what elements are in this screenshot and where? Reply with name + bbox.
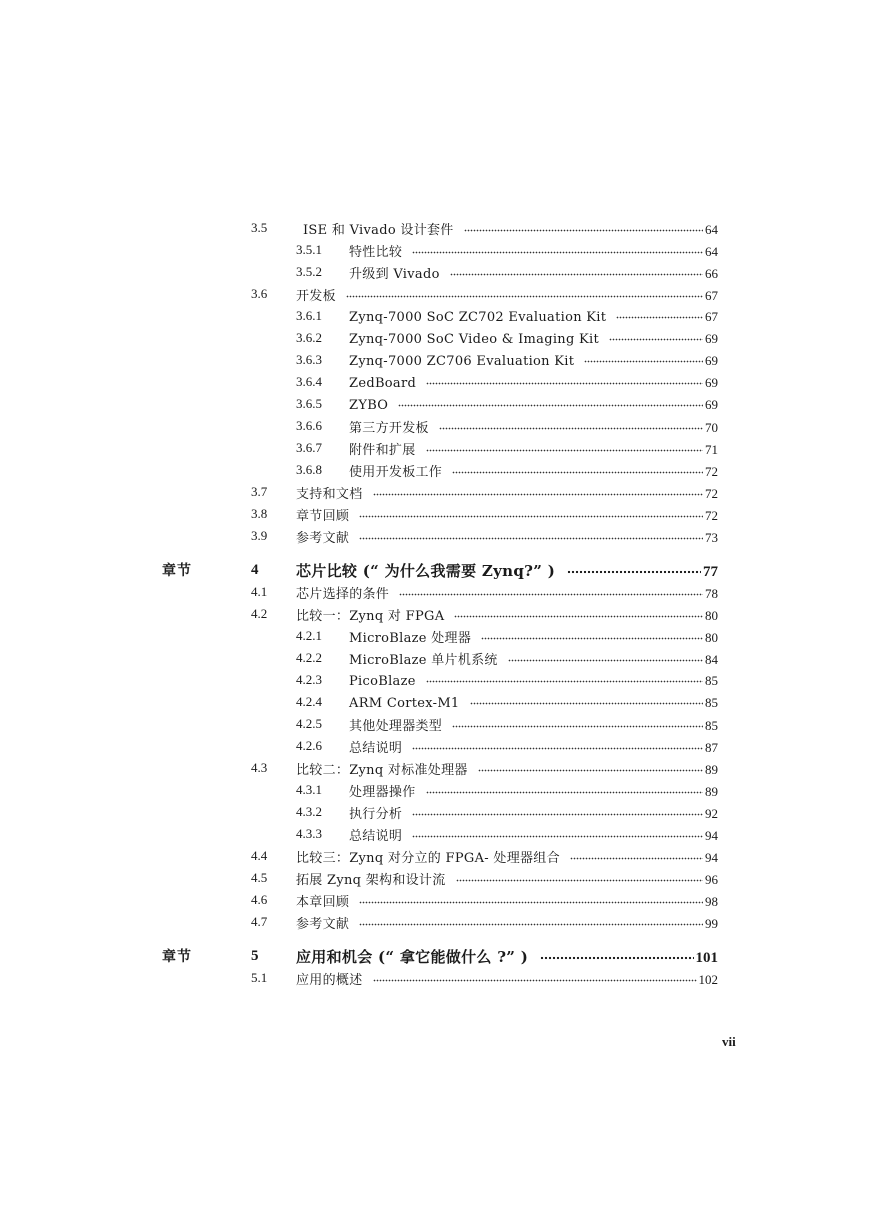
- toc-page-number: 96: [705, 871, 718, 887]
- dot-leader: [359, 914, 703, 928]
- toc-title: Zynq-7000 ZC706 Evaluation Kit: [349, 354, 575, 369]
- toc-page-number: 102: [698, 971, 718, 987]
- toc-page-number: 67: [705, 287, 718, 303]
- toc-chapter-row[interactable]: [0, 559, 869, 581]
- toc-page-number: 101: [695, 949, 718, 966]
- toc-entry: [349, 715, 718, 734]
- dot-leader: [426, 440, 703, 454]
- toc-subsection-row[interactable]: [0, 647, 869, 669]
- toc-title: ARM Cortex-M1: [349, 696, 460, 711]
- toc-title: 芯片比较 (“ 为什么我需要 Zynq?” ): [296, 561, 556, 580]
- toc-entry: [296, 869, 718, 888]
- dot-leader: [426, 671, 703, 685]
- toc-section-row[interactable]: [0, 217, 869, 239]
- toc-subsection-row[interactable]: [0, 735, 869, 757]
- toc-entry: [349, 263, 718, 282]
- toc-title: ZedBoard: [349, 376, 417, 391]
- toc-number: 3.6.7: [296, 440, 322, 455]
- toc-number: 4.3: [251, 760, 268, 775]
- toc-subsection-row[interactable]: [0, 305, 869, 327]
- toc-title: 应用和机会 (“ 拿它能做什么 ?” ): [296, 947, 529, 966]
- toc-section-row[interactable]: [0, 283, 869, 305]
- toc-page-number: 70: [705, 419, 718, 435]
- toc-number: 4.2.4: [296, 694, 322, 709]
- toc-page-number: 69: [705, 397, 718, 412]
- dot-leader: [426, 782, 703, 796]
- toc-title: 特性比较: [349, 244, 403, 260]
- toc-title: 其他处理器类型: [349, 718, 443, 734]
- toc-title: 比较三：Zynq 对分立的 FPGA- 处理器组合: [296, 850, 560, 866]
- toc-entry: [296, 847, 718, 866]
- toc-subsection-row[interactable]: [0, 625, 869, 647]
- dot-leader: [478, 760, 703, 774]
- toc-subsection-row[interactable]: [0, 823, 869, 845]
- toc-number: 4.2.3: [296, 672, 322, 687]
- toc-entry: [296, 560, 718, 581]
- toc-page-number: 98: [705, 893, 718, 909]
- toc-entry: [296, 946, 718, 967]
- toc-title: 比较二：Zynq 对标准处理器: [296, 762, 468, 778]
- toc-section-row[interactable]: [0, 867, 869, 889]
- dot-leader: [470, 693, 703, 707]
- toc-number: 3.9: [251, 528, 268, 543]
- dot-leader: [359, 528, 703, 542]
- toc-page-number: 78: [705, 585, 718, 601]
- toc-entry: [349, 627, 718, 646]
- toc-title: 本章回顾: [296, 894, 350, 910]
- toc-entry: [349, 373, 718, 391]
- toc-title: 第三方开发板: [349, 420, 429, 436]
- toc-number: 3.6.5: [296, 396, 322, 411]
- toc-number: 4.6: [251, 892, 268, 907]
- toc-page-number: 64: [705, 221, 718, 237]
- toc-title: 开发板: [296, 288, 336, 304]
- toc-page-number: 72: [705, 507, 718, 523]
- toc-number: 4.2.5: [296, 716, 322, 731]
- toc-page-number: 85: [705, 673, 718, 688]
- toc-number: 3.6: [251, 286, 268, 301]
- dot-leader: [456, 870, 703, 884]
- chapter-label: 章节: [162, 949, 192, 965]
- toc-page-number: 94: [705, 827, 718, 843]
- toc-entry: [349, 693, 718, 711]
- toc-entry: [349, 329, 718, 347]
- toc-number: 4.2: [251, 606, 268, 621]
- toc-section-row[interactable]: [0, 845, 869, 867]
- toc-entry: [349, 825, 718, 844]
- chapter-label: 章节: [162, 563, 192, 579]
- toc-page-number: 71: [705, 441, 718, 457]
- toc-entry: [303, 219, 718, 238]
- toc-title: Zynq-7000 SoC ZC702 Evaluation Kit: [349, 310, 607, 325]
- toc-page-number: 99: [705, 915, 718, 931]
- toc-entry: [349, 395, 718, 413]
- dot-leader: [567, 560, 701, 576]
- toc-number: 3.6.3: [296, 352, 322, 367]
- toc-title: 处理器操作: [349, 784, 416, 800]
- toc-title: ISE 和 Vivado 设计套件: [303, 222, 454, 238]
- toc-number: 5: [251, 947, 259, 964]
- dot-leader: [452, 716, 703, 730]
- toc-entry: [296, 969, 718, 988]
- dot-leader: [616, 307, 703, 321]
- toc-number: 3.6.1: [296, 308, 322, 323]
- toc-number: 3.6.8: [296, 462, 322, 477]
- toc-number: 4.7: [251, 914, 268, 929]
- toc-entry: [296, 605, 718, 624]
- toc-page-number: 85: [705, 717, 718, 733]
- toc-title: 参考文献: [296, 530, 350, 546]
- toc-page-number: 84: [705, 651, 718, 667]
- toc-entry: [296, 505, 718, 524]
- toc-subsection-row[interactable]: [0, 349, 869, 371]
- dot-leader: [609, 329, 703, 343]
- toc-title: MicroBlaze 处理器: [349, 630, 472, 646]
- toc-section-row[interactable]: [0, 757, 869, 779]
- toc-page-number: 69: [705, 331, 718, 346]
- toc-subsection-row[interactable]: [0, 691, 869, 713]
- toc-number: 4.3.2: [296, 804, 322, 819]
- toc-section-row[interactable]: [0, 581, 869, 603]
- toc-subsection-row[interactable]: [0, 415, 869, 437]
- toc-entry: [349, 461, 718, 480]
- toc-entry: [349, 781, 718, 800]
- toc-section-row[interactable]: [0, 889, 869, 911]
- toc-entry: [349, 649, 718, 668]
- toc-entry: [296, 483, 718, 502]
- toc-subsection-row[interactable]: [0, 669, 869, 691]
- toc-number: 4.3.3: [296, 826, 322, 841]
- toc-subsection-row[interactable]: [0, 713, 869, 735]
- toc-number: 3.6.6: [296, 418, 322, 433]
- toc-page-number: 92: [705, 805, 718, 821]
- toc-page-number: 67: [705, 309, 718, 324]
- toc-chapter-row[interactable]: [0, 945, 869, 967]
- toc-page-number: 80: [705, 607, 718, 623]
- toc-number: 4.1: [251, 584, 268, 599]
- toc-number: 4.5: [251, 870, 268, 885]
- dot-leader: [481, 628, 703, 642]
- toc-title: 参考文献: [296, 916, 350, 932]
- dot-leader: [439, 418, 703, 432]
- toc-number: 4.2.2: [296, 650, 322, 665]
- toc-subsection-row[interactable]: [0, 437, 869, 459]
- toc-title: ZYBO: [349, 398, 389, 413]
- toc-subsection-row[interactable]: [0, 327, 869, 349]
- toc-section-row[interactable]: [0, 911, 869, 933]
- toc-entry: [349, 737, 718, 756]
- toc-page-number: 73: [705, 529, 718, 545]
- toc-title: 附件和扩展: [349, 442, 416, 458]
- dot-leader: [373, 970, 697, 984]
- dot-leader: [398, 395, 703, 409]
- toc-title: PicoBlaze: [349, 674, 416, 689]
- toc-number: 3.6.4: [296, 374, 322, 389]
- toc-entry: [349, 671, 718, 689]
- toc-page-number: 89: [705, 783, 718, 799]
- toc-entry: [349, 307, 718, 325]
- toc-page-number: 66: [705, 265, 718, 281]
- toc-title: MicroBlaze 单片机系统: [349, 652, 498, 668]
- toc-entry: [296, 913, 718, 932]
- toc-title: 芯片选择的条件: [296, 586, 390, 602]
- dot-leader: [412, 738, 703, 752]
- toc-page-number: 69: [705, 353, 718, 368]
- dot-leader: [426, 373, 703, 387]
- dot-leader: [508, 650, 703, 664]
- dot-leader: [584, 351, 703, 365]
- dot-leader: [359, 506, 703, 520]
- dot-leader: [452, 462, 703, 476]
- toc-number: 5.1: [251, 970, 268, 985]
- toc-title: 执行分析: [349, 806, 403, 822]
- toc-section-row[interactable]: [0, 603, 869, 625]
- toc-page-number: 94: [705, 849, 718, 865]
- toc-page-number: 72: [705, 485, 718, 501]
- dot-leader: [412, 826, 703, 840]
- toc-entry: [296, 583, 718, 602]
- toc-title: 比较一：Zynq 对 FPGA: [296, 608, 445, 624]
- toc-entry: [349, 417, 718, 436]
- dot-leader: [540, 946, 693, 962]
- toc-title: 章节回顾: [296, 508, 350, 524]
- dot-leader: [464, 220, 703, 234]
- toc-entry: [349, 439, 718, 458]
- dot-leader: [450, 264, 703, 278]
- toc-number: 4.4: [251, 848, 268, 863]
- dot-leader: [412, 242, 703, 256]
- toc-number: 4: [251, 561, 259, 578]
- toc-title: 总结说明: [349, 828, 403, 844]
- toc-page-number: 69: [705, 375, 718, 390]
- toc-number: 3.8: [251, 506, 268, 521]
- dot-leader: [454, 606, 703, 620]
- toc-subsection-row[interactable]: [0, 239, 869, 261]
- toc-title: 应用的概述: [296, 972, 363, 988]
- dot-leader: [359, 892, 703, 906]
- toc-title: 支持和文档: [296, 486, 363, 502]
- dot-leader: [570, 848, 703, 862]
- toc-entry: [296, 759, 718, 778]
- toc-entry: [349, 803, 718, 822]
- toc-title: 总结说明: [349, 740, 403, 756]
- toc-entry: [296, 527, 718, 546]
- toc-page-number: 77: [703, 563, 718, 580]
- toc-entry: [349, 241, 718, 260]
- toc-number: 4.2.1: [296, 628, 322, 643]
- toc-number: 3.6.2: [296, 330, 322, 345]
- page-number: vii: [722, 1034, 736, 1049]
- toc-number: 3.5.1: [296, 242, 322, 257]
- toc-subsection-row[interactable]: [0, 371, 869, 393]
- toc-number: 3.5.2: [296, 264, 322, 279]
- toc-title: 拓展 Zynq 架构和设计流: [296, 872, 446, 888]
- toc-page-number: 80: [705, 629, 718, 645]
- dot-leader: [399, 584, 703, 598]
- toc-page-number: 85: [705, 695, 718, 710]
- dot-leader: [346, 286, 703, 300]
- toc-number: 4.2.6: [296, 738, 322, 753]
- toc-title: 升级到 Vivado: [349, 266, 440, 282]
- toc-entry: [296, 285, 718, 304]
- toc-section-row[interactable]: [0, 525, 869, 547]
- toc-page-number: 64: [705, 243, 718, 259]
- toc-title: 使用开发板工作: [349, 464, 443, 480]
- toc-subsection-row[interactable]: [0, 459, 869, 481]
- toc-section-row[interactable]: [0, 967, 869, 989]
- toc-number: 4.3.1: [296, 782, 322, 797]
- toc-subsection-row[interactable]: [0, 261, 869, 283]
- toc-page-number: 72: [705, 463, 718, 479]
- toc-number: 3.5: [251, 220, 268, 235]
- dot-leader: [373, 484, 703, 498]
- dot-leader: [412, 804, 703, 818]
- toc-page-number: 89: [705, 761, 718, 777]
- toc-number: 3.7: [251, 484, 268, 499]
- toc-subsection-row[interactable]: [0, 779, 869, 801]
- toc-page-number: 87: [705, 739, 718, 755]
- toc-title: Zynq-7000 SoC Video & Imaging Kit: [349, 332, 599, 347]
- toc-section-row[interactable]: [0, 503, 869, 525]
- toc-entry: [296, 891, 718, 910]
- toc-section-row[interactable]: [0, 481, 869, 503]
- toc-subsection-row[interactable]: [0, 801, 869, 823]
- toc-entry: [349, 351, 718, 369]
- toc-subsection-row[interactable]: [0, 393, 869, 415]
